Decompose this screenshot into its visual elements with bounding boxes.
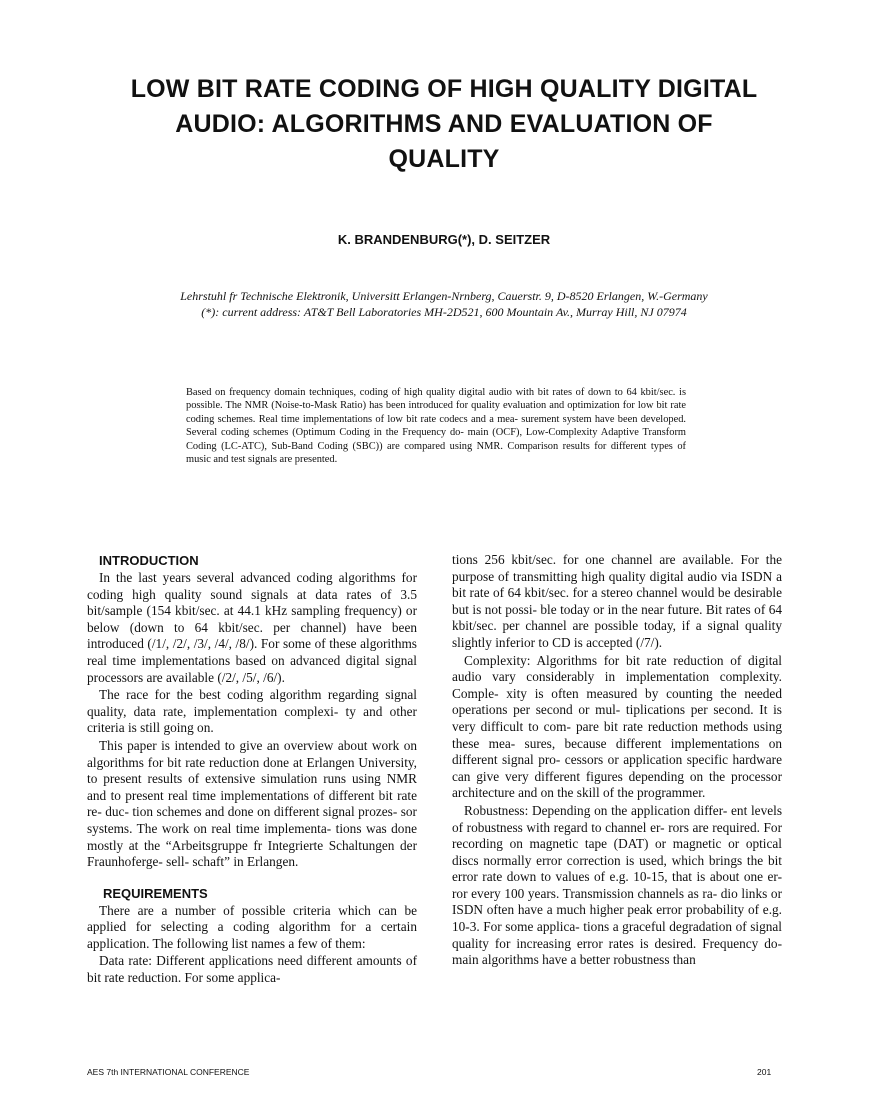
- title-line-3: QUALITY: [388, 145, 500, 173]
- paragraph: In the last years several advanced coding algorithms for coding high quality sound signals at data rates of 3.5 bit/sample (154 kbit/sec. at 44.1 kHz sampling frequency) or below (down to 64 kbit/sec. per channel) have been introduced (/1/, /2/, /3/, /4/, /8/). For some of these algorithms real time implementations based on advanced digital signal processors are available (/2/, /5/, /6/).: [87, 570, 417, 685]
- section-heading-introduction: INTRODUCTION: [99, 553, 199, 568]
- paper-title: [60, 72, 828, 177]
- abstract: Based on frequency domain techniques, coding of high quality digital audio with bit rates of down to 64 kbit/sec. is possible. The NMR (Noise-to-Mask Ratio) has been introduced for quality evaluation and optimization for low bit rate coding schemes. Real time implementations of low bit rate codecs and a mea- surement system have been developed. Several coding schemes (Optimum Coding in the Frequency do- main (OCF), Low-Complexity Adaptive Transform Coding (LC-ATC), Sub-Band Coding (SBC)) are compared using NMR. Comparison results for different types of music and test signals are presented.: [186, 387, 686, 466]
- footer-conference: AES 7th INTERNATIONAL CONFERENCE: [87, 1067, 250, 1077]
- authors: K. BRANDENBURG(*), D. SEITZER: [337, 232, 551, 247]
- title-line-2: AUDIO: ALGORITHMS AND EVALUATION OF: [175, 110, 713, 138]
- paragraph: Data rate: Different applications need different amounts of bit rate reduction. For some applica-: [87, 953, 417, 986]
- paragraph: This paper is intended to give an overview about work on algorithms for bit rate reduction done at Erlangen University, to present results of extensive simulation runs using NMR and to present real time implementations of different bit rate re- duc- tion schemes and done on different signal prozes- sor systems. The work on real time implementa- tions was done mostly at the “Arbeitsgruppe fr Integrierte Schaltungen der Fraunhoferge- sell- schaft” in Erlangen.: [87, 737, 417, 870]
- right-column: [452, 552, 782, 970]
- paragraph: The race for the best coding algorithm regarding signal quality, data rate, implementation complexi- ty and other criteria is still going on.: [87, 687, 417, 736]
- affiliation-line-1: Lehrstuhl fr Technische Elektronik, Universitt Erlangen-Nrnberg, Cauerstr. 9, D-8520 Erlangen, W.-Germany: [180, 289, 708, 303]
- paragraph: tions 256 kbit/sec. for one channel are available. For the purpose of transmitting high quality digital audio via ISDN a bit rate of 64 kbit/sec. for a stereo channel would be desirable but is not possi- ble today or in the near future. Bit rates of 64 kbit/sec. per channel are possible today, if a signal quality slightly inferior to CD is accepted (/7/).: [452, 552, 782, 650]
- paragraph: Robustness: Depending on the application differ- ent levels of robustness with regard to channel er- rors are required. For recording on magnetic tape (DAT) or magnetic or optical discs normally error correction is used, which brings the bit error rate down to values of e.g. 10-15, that is about one er- ror every 100 years. Transmission channels as ra- dio links or ISDN often have a much higher peak error probability of e.g. 10-3. For some applica- tions a graceful degradation of signal quality for increasing error rates is desired. Frequency do- main algorithms have a better robustness than: [452, 802, 782, 968]
- title-line-1: LOW BIT RATE CODING OF HIGH QUALITY DIGITAL: [130, 75, 758, 103]
- affiliation-line-2: (*): current address: AT&T Bell Laboratories MH-2D521, 600 Mountain Av., Murray Hill, NJ 07974: [201, 305, 687, 319]
- paragraph: Complexity: Algorithms for bit rate reduction of digital audio vary considerably in implementation complexity. Comple- xity is often measured by counting the needed operations per second or mul- tiplications per second. It is very difficult to com- pare bit rate reduction methods using these mea- sures, because different implementations on different signal pro- cessors or application specific hardware can give very different figures depending on the processor architecture and on the skill of the programmer.: [452, 652, 782, 801]
- paragraph: There are a number of possible criteria which can be applied for selecting a coding algorithm for a certain application. The following list names a few of them:: [87, 902, 417, 951]
- left-column: [87, 552, 417, 988]
- page-number: 201: [757, 1067, 772, 1077]
- affiliation: [40, 288, 848, 320]
- section-heading-requirements: REQUIREMENTS: [103, 885, 208, 901]
